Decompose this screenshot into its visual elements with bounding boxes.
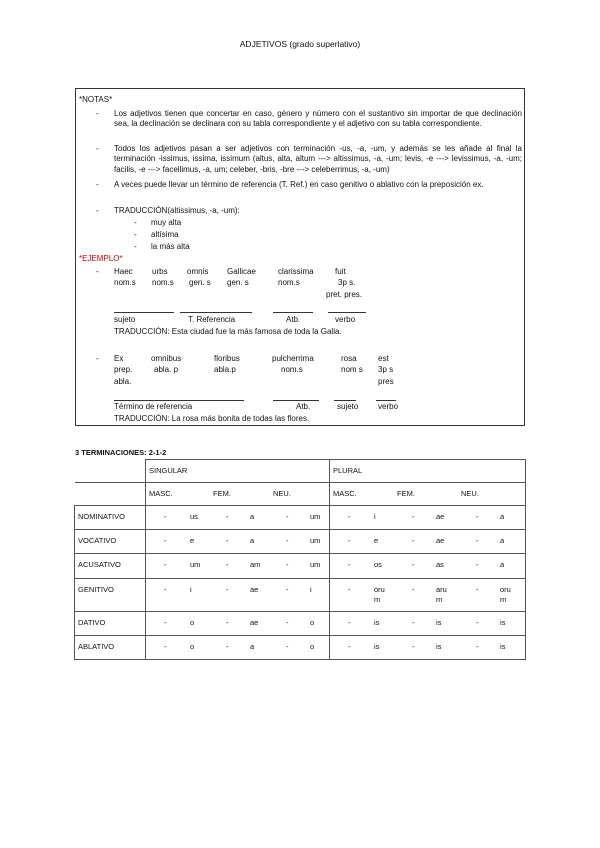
dash: - (348, 560, 351, 570)
table-row (75, 578, 526, 611)
case-label: NOMINATIVO (75, 506, 146, 530)
ex2-case: prep. (114, 365, 133, 374)
singular-endings (146, 611, 330, 635)
underline (114, 400, 244, 401)
gender-fem: FEM. (397, 489, 415, 499)
underline (114, 312, 174, 313)
ex2-word: omnibus (151, 354, 182, 363)
dash: - (164, 512, 167, 522)
dash: - (412, 512, 415, 522)
dash: - (286, 617, 289, 627)
ex1-case: gen. s (227, 278, 249, 287)
ending: ae (250, 617, 259, 627)
ending: oru m (500, 584, 511, 604)
dash: - (476, 641, 479, 651)
gender-masc: MASC. (333, 489, 357, 499)
underline (334, 400, 356, 401)
singular-endings (146, 578, 330, 611)
dash: - (164, 584, 167, 594)
dash: - (226, 617, 229, 627)
ending: ae (436, 536, 445, 546)
ending: um (310, 560, 321, 570)
empty-corner (75, 483, 146, 506)
case-label: ACUSATIVO (75, 554, 146, 578)
singular-genders (146, 483, 330, 506)
singular-endings (146, 554, 330, 578)
ending: o (190, 617, 195, 627)
ending: o (310, 617, 315, 627)
dash: - (164, 617, 167, 627)
case-label: GENITIVO (75, 578, 146, 611)
table-row (75, 530, 526, 554)
ex1-word: fuit (335, 267, 346, 276)
ex2-case: nom.s (281, 365, 303, 374)
dash: - (348, 584, 351, 594)
dash: - (286, 560, 289, 570)
dash: - (476, 512, 479, 522)
ending: o (190, 641, 195, 651)
dash: - (226, 584, 229, 594)
plural-endings (330, 611, 526, 635)
ex1-word: Haec (114, 267, 133, 276)
note-translation-heading: TRADUCCIÓN(altissimus, -a, -um): (114, 206, 240, 215)
ending: a (250, 512, 255, 522)
ex1-case: nom.s (278, 278, 300, 287)
ending: a (500, 536, 505, 546)
dash: - (412, 641, 415, 651)
plural-header: PLURAL (330, 460, 526, 483)
ex1-case: nom.s (114, 278, 136, 287)
dash: - (476, 560, 479, 570)
bullet-dash: - (96, 354, 99, 363)
ex2-role: Término de referencia (114, 402, 193, 411)
ex2-role: verbo (378, 402, 399, 411)
gender-fem: FEM. (213, 489, 231, 499)
example-heading: *EJEMPLO* (79, 254, 123, 263)
ex1-word: Gallicae (227, 267, 256, 276)
dash: - (412, 617, 415, 627)
translation-item: altísima (151, 230, 179, 239)
dash: - (476, 536, 479, 546)
dash: - (348, 617, 351, 627)
dash: - (286, 641, 289, 651)
underline (273, 312, 313, 313)
ending: am (250, 560, 261, 570)
ex1-role: T. Referencia (188, 315, 236, 324)
ex1-word: clarissima (278, 267, 314, 276)
notes-heading: *NOTAS* (79, 95, 113, 104)
ex2-case: 3p s (378, 365, 394, 374)
dash: - (164, 641, 167, 651)
ex2-case-extra: abla. (114, 377, 132, 386)
ending: is (436, 617, 442, 627)
translation-item: muy alta (151, 218, 182, 227)
ex1-role: Atb. (286, 315, 301, 324)
plural-endings (330, 530, 526, 554)
declension-table (74, 459, 526, 660)
underline (376, 400, 396, 401)
ex2-role: Atb. (296, 402, 311, 411)
ending: um (190, 560, 201, 570)
ending: a (500, 512, 505, 522)
ending: um (310, 512, 321, 522)
ex2-case: nom s (341, 365, 363, 374)
page-title: ADJETIVOS (grado superlativo) (239, 39, 361, 49)
ex2-word: Ex (114, 354, 124, 363)
underline (328, 312, 366, 313)
ending: um (310, 536, 321, 546)
gender-masc: MASC. (149, 489, 173, 499)
ending: a (250, 536, 255, 546)
table-row (75, 554, 526, 578)
bullet-dash: - (96, 206, 99, 215)
ending: is (500, 641, 506, 651)
ending: is (374, 617, 380, 627)
note-concordance: Los adjetivos tienen que concertar en caso, género y número con el sustantivo sin importar de que declinación sea, la declinación se declinara con su tabla correspondiente y el adjetivo con su tabla correspondiente. (114, 109, 522, 129)
ending: i (374, 512, 376, 522)
gender-neu: NEU. (273, 489, 291, 499)
ex1-word: omnis (187, 267, 209, 276)
ending: ae (436, 512, 445, 522)
ex2-word: floribus (214, 354, 240, 363)
dash: - (226, 512, 229, 522)
ex2-role: sujeto (337, 402, 359, 411)
ex1-tense: pret. pres. (326, 290, 363, 299)
ending: oru m (374, 584, 385, 604)
dash: - (476, 617, 479, 627)
ex2-tense: pres (378, 377, 394, 386)
dash: - (226, 641, 229, 651)
bullet-dash: - (96, 180, 99, 189)
ending: as (436, 560, 444, 570)
ending: e (374, 536, 379, 546)
dash: - (286, 584, 289, 594)
ex1-role: sujeto (114, 315, 136, 324)
bullet-dash: - (96, 109, 99, 118)
ending: i (310, 584, 312, 594)
dash: - (412, 584, 415, 594)
ex1-case: gen. s (189, 278, 211, 287)
dash: - (226, 560, 229, 570)
ending: o (310, 641, 315, 651)
table-row (75, 635, 526, 659)
ex2-case: abla. p (154, 365, 179, 374)
table-row (75, 506, 526, 530)
note-reference: A veces puede llevar un término de referencia (T. Ref.) en caso genitivo o ablativo con la preposición ex. (114, 180, 484, 189)
singular-header: SINGULAR (146, 460, 330, 483)
ending: aru m (436, 584, 447, 604)
ex1-case: nom.s (152, 278, 174, 287)
singular-endings (146, 530, 330, 554)
ex2-translation: TRADUCCIÓN: La rosa más bonita de todas las flores. (114, 414, 310, 423)
dash: - (476, 584, 479, 594)
underline (273, 400, 319, 401)
translation-item: la más alta (151, 242, 190, 251)
note-termination: Todos los adjetivos pasan a ser adjetivos con terminación -us, -a, -um, y además se les añade al final la terminación -issimus, issima, issimum (altus, alta, altum ---> altissimus, -a, -um; levis, -e ---> levissimus, -a, -um; facilis, -e ---> facellimus, -a, um; celeber, -bris, -bre ---> celeberrimus, -a, -um) (114, 144, 522, 174)
singular-endings (146, 635, 330, 659)
ex1-word: urbs (152, 267, 168, 276)
ending: is (436, 641, 442, 651)
section-title: 3 TERMINACIONES: 2-1-2 (75, 448, 167, 457)
dash: - (164, 560, 167, 570)
ending: a (500, 560, 505, 570)
ex2-case: abla.p (214, 365, 236, 374)
ending: ae (250, 584, 259, 594)
table-row (75, 611, 526, 635)
plural-endings (330, 635, 526, 659)
plural-endings (330, 554, 526, 578)
ending: a (250, 641, 255, 651)
dash: - (412, 536, 415, 546)
ending: is (500, 617, 506, 627)
ending: os (374, 560, 382, 570)
case-label: ABLATIVO (75, 635, 146, 659)
ending: i (190, 584, 192, 594)
underline (180, 312, 252, 313)
dash: - (348, 641, 351, 651)
dash: - (286, 512, 289, 522)
ending: is (374, 641, 380, 651)
dash: - (286, 536, 289, 546)
ex1-case: 3p s. (338, 278, 356, 287)
case-label: DATIVO (75, 611, 146, 635)
bullet-dash: - (134, 218, 137, 227)
bullet-dash: - (96, 267, 99, 276)
notes-box (75, 88, 525, 426)
singular-endings (146, 506, 330, 530)
ending: e (190, 536, 195, 546)
ex1-role: verbo (335, 315, 356, 324)
dash: - (348, 512, 351, 522)
plural-genders (330, 483, 526, 506)
ex2-word: rosa (341, 354, 357, 363)
ex2-word: est (378, 354, 389, 363)
dash: - (164, 536, 167, 546)
bullet-dash: - (96, 144, 99, 153)
dash: - (412, 560, 415, 570)
bullet-dash: - (134, 242, 137, 251)
plural-endings (330, 578, 526, 611)
dash: - (348, 536, 351, 546)
dash: - (226, 536, 229, 546)
empty-corner (75, 460, 146, 483)
bullet-dash: - (134, 230, 137, 239)
gender-neu: NEU. (461, 489, 479, 499)
plural-endings (330, 506, 526, 530)
ending: us (190, 512, 198, 522)
ex1-translation: TRADUCCIÓN: Esta ciudad fue la más famosa de toda la Galia. (114, 327, 342, 336)
ex2-word: pulcherrima (272, 354, 314, 363)
case-label: VOCATIVO (75, 530, 146, 554)
